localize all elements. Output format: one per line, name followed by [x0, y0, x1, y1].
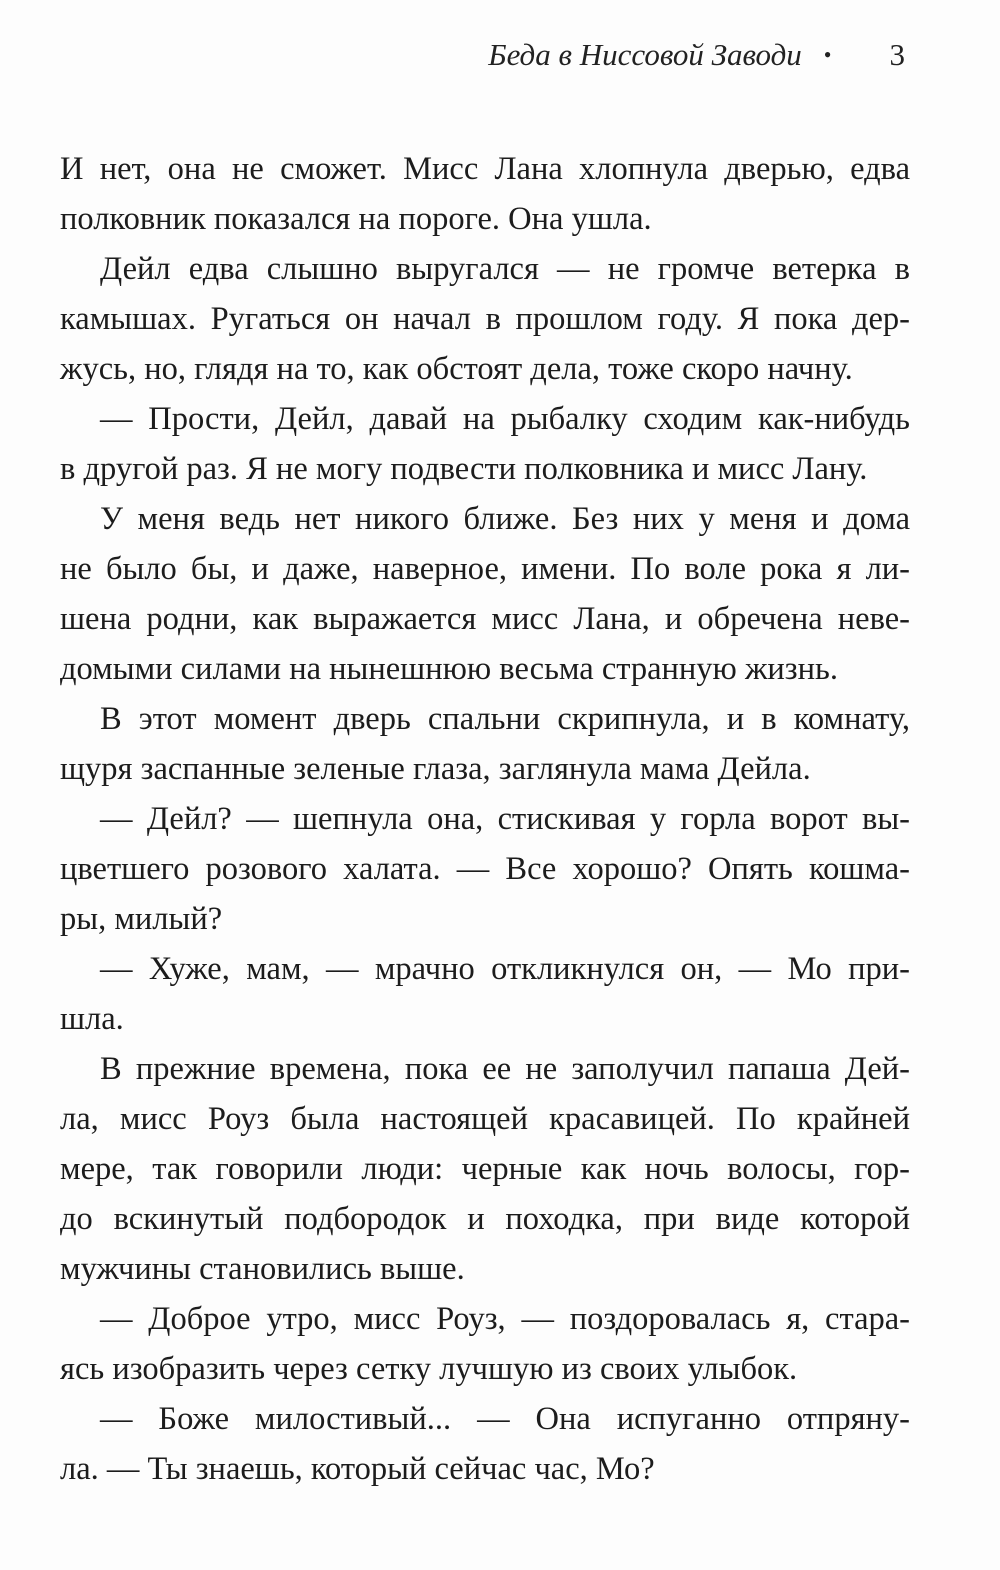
- text-line: мере, так говорили люди: черные как ночь волосы, гор-: [60, 1151, 910, 1187]
- text-line: — Хуже, мам, — мрачно откликнулся он, — Мо при-: [100, 951, 910, 987]
- paragraph: [60, 794, 910, 944]
- running-header: [488, 30, 905, 80]
- text-line: У меня ведь нет никого ближе. Без них у меня и дома: [100, 501, 910, 537]
- text-line: в другой раз. Я не могу подвести полковника и мисс Лану.: [60, 451, 868, 487]
- text-line: — Прости, Дейл, давай на рыбалку сходим как-нибудь: [100, 401, 910, 437]
- text-line: щуря заспанные зеленые глаза, заглянула мама Дейла.: [60, 751, 811, 787]
- text-line: ры, милый?: [60, 901, 223, 937]
- paragraph: [60, 694, 910, 794]
- paragraph: [60, 1294, 910, 1394]
- text-line: полковник показался на пороге. Она ушла.: [60, 201, 652, 237]
- text-line: мужчины становились выше.: [60, 1251, 465, 1287]
- paragraph: [60, 944, 910, 1044]
- text-line: шена родни, как выражается мисс Лана, и обречена неве-: [60, 601, 910, 637]
- text-line: жусь, но, глядя на то, как обстоят дела, тоже скоро начну.: [60, 351, 853, 387]
- text-line: Дейл едва слышно выругался — не громче ветерка в: [100, 251, 910, 287]
- text-line: ясь изобразить через сетку лучшую из своих улыбок.: [60, 1351, 798, 1387]
- body-text: [60, 144, 910, 1494]
- text-line: — Доброе утро, мисс Роуз, — поздоровалась я, стара-: [100, 1301, 910, 1337]
- text-line: — Дейл? — шепнула она, стискивая у горла ворот вы-: [100, 801, 910, 837]
- text-line: — Боже милостивый... — Она испуганно отпряну-: [100, 1401, 910, 1437]
- text-line: И нет, она не сможет. Мисс Лана хлопнула дверью, едва: [60, 151, 910, 187]
- text-line: В прежние времена, пока ее не заполучил папаша Дей-: [100, 1051, 910, 1087]
- text-line: домыми силами на нынешнюю весьма странную жизнь.: [60, 651, 838, 687]
- paragraph: [60, 494, 910, 694]
- text-line: до вскинутый подбородок и походка, при виде которой: [60, 1201, 910, 1237]
- page-number: 3: [889, 37, 905, 72]
- paragraph: [60, 144, 910, 244]
- paragraph: [60, 244, 910, 394]
- paragraph: [60, 1394, 910, 1494]
- text-line: шла.: [60, 1001, 124, 1037]
- text-line: камышах. Ругаться он начал в прошлом году. Я пока дер-: [60, 301, 910, 337]
- text-line: ла. — Ты знаешь, который сейчас час, Мо?: [60, 1451, 655, 1487]
- paragraph: [60, 1044, 910, 1294]
- text-line: В этот момент дверь спальни скрипнула, и в комнату,: [100, 701, 910, 737]
- text-line: ла, мисс Роуз была настоящей красавицей. По крайней: [60, 1101, 910, 1137]
- paragraph: [60, 394, 910, 494]
- header-separator-bullet: •: [823, 42, 832, 67]
- running-header-title: Беда в Ниссовой Заводи: [488, 37, 802, 72]
- text-line: не было бы, и даже, наверное, имени. По воле рока я ли-: [60, 551, 910, 587]
- text-line: цветшего розового халата. — Все хорошо? Опять кошма-: [60, 851, 910, 887]
